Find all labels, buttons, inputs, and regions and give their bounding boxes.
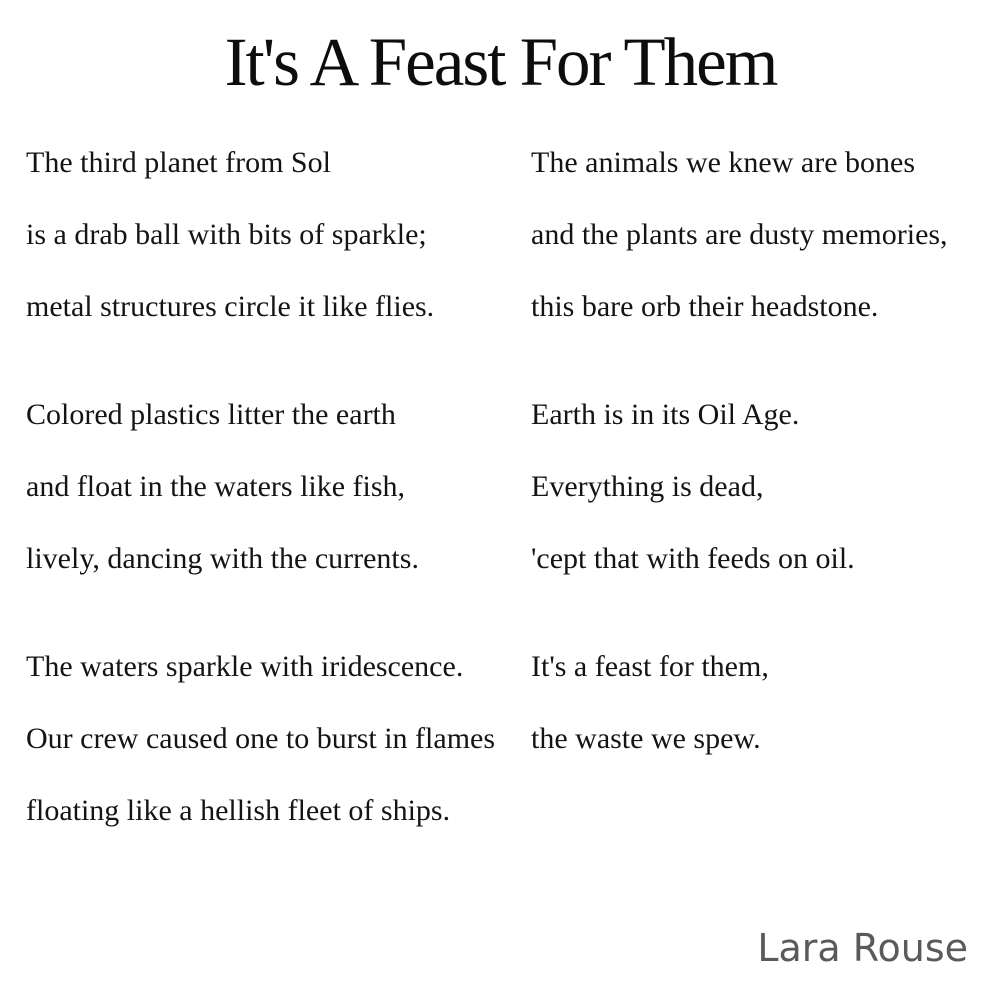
poem-line: The waters sparkle with iridescence.: [26, 650, 464, 683]
stanza: [26, 631, 546, 847]
author-signature: Lara Rouse: [757, 926, 968, 970]
poem-line: Earth is in its Oil Age.: [531, 398, 800, 431]
poem-title: It's A Feast For Them: [224, 24, 777, 100]
poem-line: is a drab ball with bits of sparkle;: [26, 218, 427, 251]
stanza: [531, 127, 1001, 343]
poem-line: floating like a hellish fleet of ships.: [26, 794, 451, 827]
stanza: [531, 379, 1001, 595]
poem-line: and the plants are dusty memories,: [531, 218, 948, 251]
poem-line: and float in the waters like fish,: [26, 470, 406, 503]
poem-line: Colored plastics litter the earth: [26, 398, 396, 431]
poem-line: It's a feast for them,: [531, 650, 769, 683]
poem-line: the waste we spew.: [531, 722, 761, 755]
poem-line: Our crew caused one to burst in flames: [26, 722, 496, 755]
poem-right-column: [531, 127, 1001, 775]
poem-line: lively, dancing with the currents.: [26, 542, 419, 575]
poem-line: this bare orb their headstone.: [531, 290, 879, 323]
poem-left-column: [26, 127, 546, 847]
stanza: [531, 631, 1001, 775]
stanza: [26, 379, 546, 595]
stanza: [26, 127, 546, 343]
poem-line: The animals we knew are bones: [531, 146, 916, 179]
poem-line: The third planet from Sol: [26, 146, 331, 179]
poem-line: 'cept that with feeds on oil.: [531, 542, 855, 575]
poem-line: Everything is dead,: [531, 470, 764, 503]
poem-line: metal structures circle it like flies.: [26, 290, 435, 323]
